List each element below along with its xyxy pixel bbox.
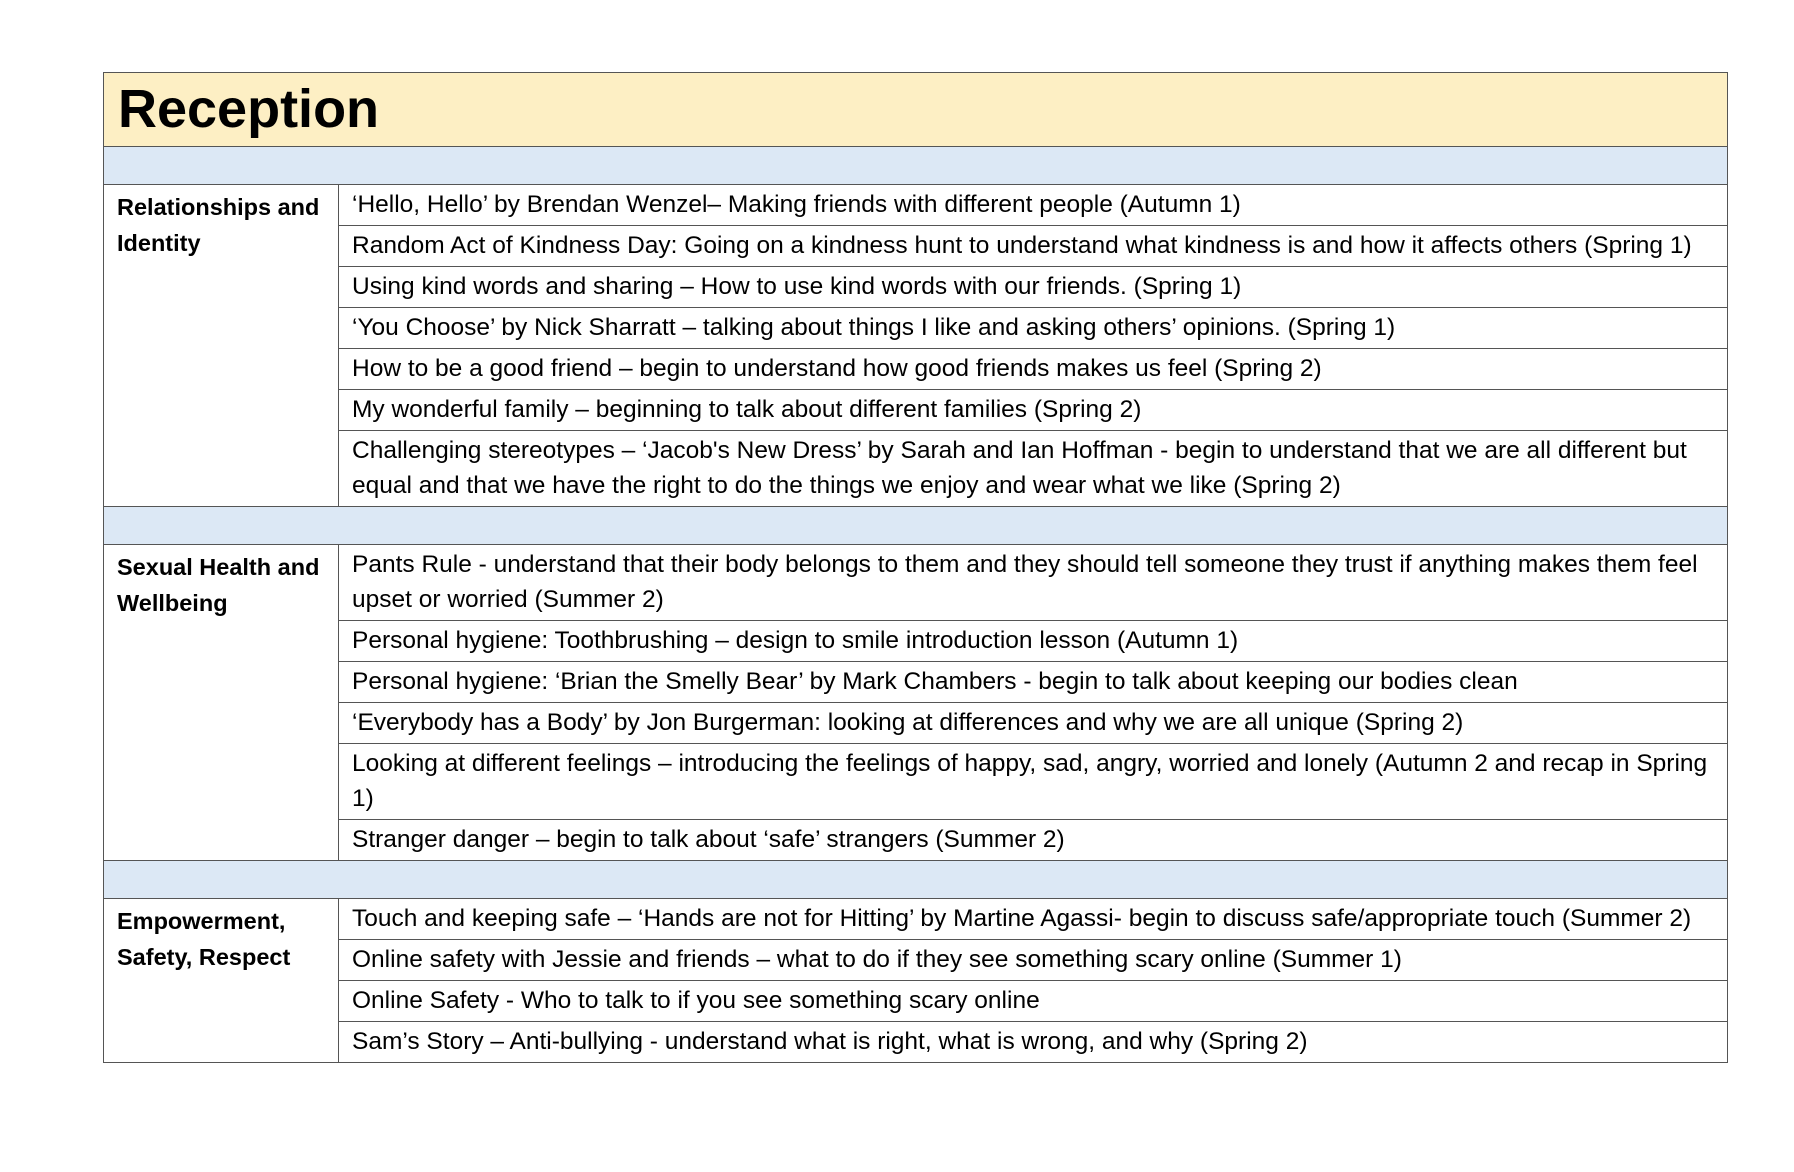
- table-row: [104, 226, 1728, 267]
- spacer-cell: [104, 861, 1728, 899]
- table-row: [104, 545, 1728, 621]
- page-title: Reception: [118, 79, 380, 139]
- lesson-item: My wonderful family – beginning to talk about different families (Spring 2): [339, 390, 1728, 431]
- table-row: [104, 185, 1728, 226]
- lesson-item: Pants Rule - understand that their body belongs to them and they should tell someone they trust if anything makes them feel upset or worried (Summer 2): [339, 545, 1728, 621]
- table-row: [104, 899, 1728, 940]
- table-row: [104, 390, 1728, 431]
- table-row: [104, 981, 1728, 1022]
- curriculum-table: [103, 72, 1728, 1063]
- table-row: [104, 744, 1728, 820]
- category-label: Empowerment, Safety, Respect: [104, 899, 339, 1063]
- category-label: Relationships and Identity: [104, 185, 339, 507]
- table-row: [104, 349, 1728, 390]
- table-row: [104, 431, 1728, 507]
- lesson-item: ‘Hello, Hello’ by Brendan Wenzel– Making friends with different people (Autumn 1): [339, 185, 1728, 226]
- lesson-item: How to be a good friend – begin to understand how good friends makes us feel (Spring 2): [339, 349, 1728, 390]
- lesson-item: Online Safety - Who to talk to if you see something scary online: [339, 981, 1728, 1022]
- spacer-row: [104, 147, 1728, 185]
- lesson-item: ‘Everybody has a Body’ by Jon Burgerman: looking at differences and why we are all unique (Spring 2): [339, 703, 1728, 744]
- lesson-item: Challenging stereotypes – ‘Jacob's New Dress’ by Sarah and Ian Hoffman - begin to understand that we are all different but equal and that we have the right to do the things we enjoy and wear what we like (Spring 2): [339, 431, 1728, 507]
- table-row: [104, 662, 1728, 703]
- table-row: [104, 308, 1728, 349]
- table-row: [104, 267, 1728, 308]
- category-label: Sexual Health and Wellbeing: [104, 545, 339, 861]
- title-cell: [104, 73, 1728, 147]
- table-row: [104, 621, 1728, 662]
- lesson-item: Personal hygiene: ‘Brian the Smelly Bear’ by Mark Chambers - begin to talk about keeping our bodies clean: [339, 662, 1728, 703]
- lesson-item: Online safety with Jessie and friends – what to do if they see something scary online (Summer 1): [339, 940, 1728, 981]
- table-row: [104, 1022, 1728, 1063]
- table-row: [104, 703, 1728, 744]
- lesson-item: Sam’s Story – Anti-bullying - understand what is right, what is wrong, and why (Spring 2): [339, 1022, 1728, 1063]
- spacer-cell: [104, 507, 1728, 545]
- lesson-item: Looking at different feelings – introducing the feelings of happy, sad, angry, worried and lonely (Autumn 2 and recap in Spring 1): [339, 744, 1728, 820]
- lesson-item: Personal hygiene: Toothbrushing – design to smile introduction lesson (Autumn 1): [339, 621, 1728, 662]
- table-row: [104, 940, 1728, 981]
- spacer-row: [104, 507, 1728, 545]
- lesson-item: Stranger danger – begin to talk about ‘safe’ strangers (Summer 2): [339, 820, 1728, 861]
- spacer-row: [104, 861, 1728, 899]
- lesson-item: Using kind words and sharing – How to use kind words with our friends. (Spring 1): [339, 267, 1728, 308]
- table-row: [104, 820, 1728, 861]
- lesson-item: ‘You Choose’ by Nick Sharratt – talking about things I like and asking others’ opinions. (Spring 1): [339, 308, 1728, 349]
- spacer-cell: [104, 147, 1728, 185]
- lesson-item: Touch and keeping safe – ‘Hands are not for Hitting’ by Martine Agassi- begin to discuss safe/appropriate touch (Summer 2): [339, 899, 1728, 940]
- lesson-item: Random Act of Kindness Day: Going on a kindness hunt to understand what kindness is and how it affects others (Spring 1): [339, 226, 1728, 267]
- title-row: [104, 73, 1728, 147]
